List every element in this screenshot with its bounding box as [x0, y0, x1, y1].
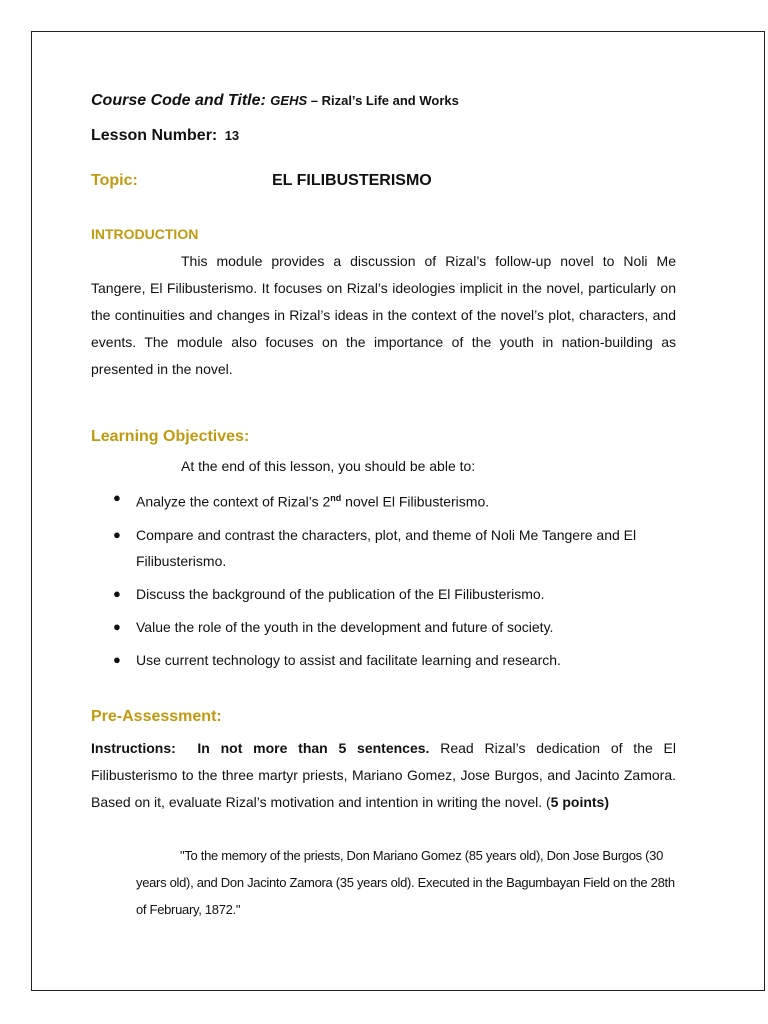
- ordinal-suffix: nd: [330, 493, 342, 503]
- instructions-label: Instructions:: [91, 740, 176, 756]
- objectives-intro: At the end of this lesson, you should be able to:: [181, 458, 476, 474]
- instructions-text: Read Rizal’s dedication of the El Filibusterismo to the three martyr priests, Mariano Gomez, Jose Burgos, and Jacinto Zamora. Based on it, evaluate Rizal’s motivation and intention in writing the novel. (: [91, 740, 676, 810]
- objective-text: Use current technology to assist and facilitate learning and research.: [136, 651, 561, 668]
- lesson-label: Lesson Number: [91, 127, 212, 144]
- list-item: [113, 614, 683, 640]
- course-code: GEHS: [270, 93, 308, 108]
- lesson-number-value: 13: [224, 128, 240, 143]
- course-code-title: [91, 92, 459, 110]
- bullet-icon: ●: [113, 490, 121, 505]
- instructions-emphasis: In not more than 5 sentences.: [197, 740, 430, 756]
- instructions-paragraph: [91, 735, 676, 816]
- lesson-number: [91, 127, 239, 145]
- lesson-colon: :: [211, 127, 218, 144]
- objectives-list: [113, 485, 683, 680]
- list-item: [113, 485, 683, 515]
- topic-label: Topic:: [91, 172, 138, 189]
- list-item: [113, 647, 683, 673]
- bullet-icon: ●: [113, 651, 121, 667]
- introduction-heading: INTRODUCTION: [91, 226, 199, 242]
- dedication-quote: "To the memory of the priests, Don Mariano Gomez (85 years old), Don Jose Burgos (30 years old), and Don Jacinto Zamora (35 years old). Executed in the Bagumbayan Field on the 28th of February, 1872.": [136, 848, 675, 917]
- objective-text-start: Analyze the context of Rizal’s 2: [136, 493, 331, 510]
- objective-text-end: novel El Filibusterismo.: [341, 493, 490, 510]
- bullet-icon: ●: [113, 585, 121, 601]
- course-colon: :: [260, 92, 266, 109]
- course-label: Course Code and Title: [91, 92, 261, 109]
- points-label: 5 points): [550, 794, 610, 810]
- objective-text: Compare and contrast the characters, plot, and theme of Noli Me Tangere and El Filibusterismo.: [136, 526, 637, 569]
- objectives-heading: Learning Objectives:: [91, 428, 250, 445]
- course-title: – Rizal’s Life and Works: [307, 93, 459, 108]
- bullet-icon: ●: [113, 526, 121, 542]
- preassessment-heading: Pre-Assessment:: [91, 708, 222, 725]
- objective-text: Value the role of the youth in the development and future of society.: [136, 618, 554, 635]
- introduction-paragraph: This module provides a discussion of Rizal’s follow-up novel to Noli Me Tangere, El Filibusterismo. It focuses on Rizal’s ideologies implicit in the novel, particularly on the continuities and changes in Rizal’s ideas in the context of the novel’s plot, characters, and events. The module also focuses on the importance of the youth in nation-building as presented in the novel.: [91, 253, 676, 377]
- bullet-icon: ●: [113, 618, 121, 634]
- objective-text: Discuss the background of the publication of the El Filibusterismo.: [136, 585, 545, 602]
- list-item: [113, 581, 683, 607]
- topic-value: EL FILIBUSTERISMO: [272, 172, 432, 189]
- list-item: [113, 522, 683, 574]
